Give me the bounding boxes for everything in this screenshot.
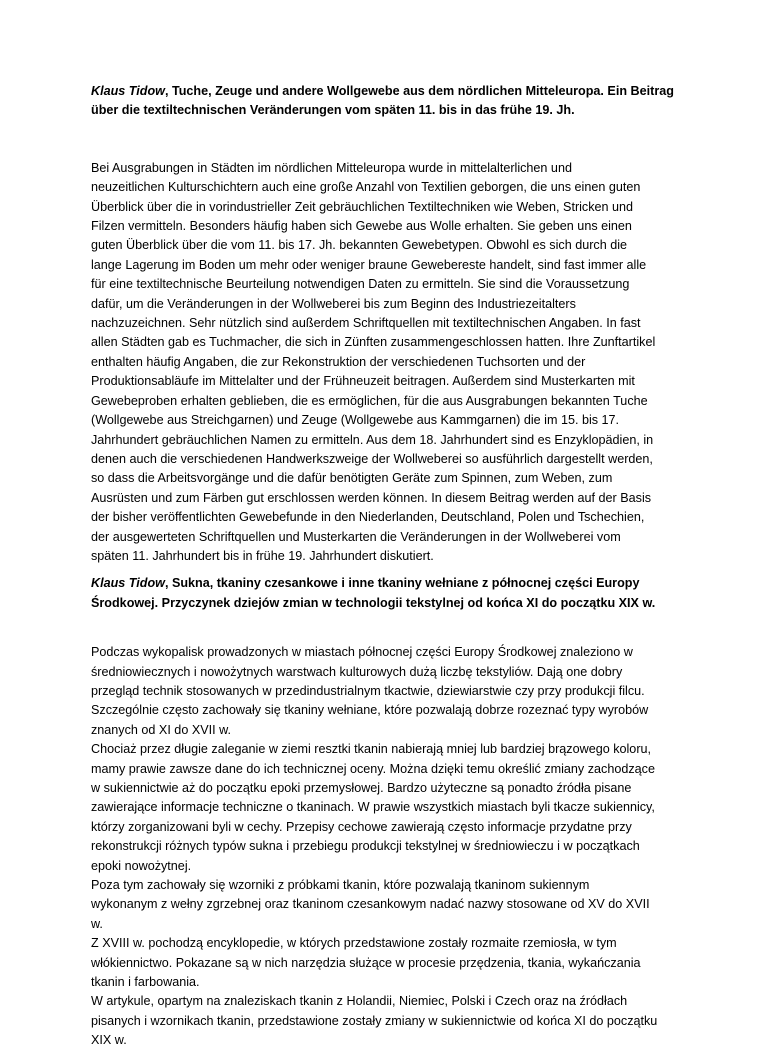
section2-body-line: przegląd technik stosowanych w przedindustrialnym tkactwie, dziewiarstwie czy przy produkcji filcu. xyxy=(91,683,645,698)
document-page xyxy=(91,82,691,1051)
section2-body-line: Chociaż przez długie zaleganie w ziemi resztki tkanin nabierają mniej lub bardziej brązowego koloru, xyxy=(91,742,652,757)
section1-body-line: Überblick über die in vorindustrieller Zeit gebräuchlichen Textiltechniken wie Weben, Stricken und xyxy=(91,199,634,214)
section1-body-line: Produktionsabläufe im Mittelalter und der Frühneuzeit beitragen. Außerdem sind Musterkarten mit xyxy=(91,374,635,389)
section2-body-line: tkanin i farbowania. xyxy=(91,975,200,990)
section1-body-line: Bei Ausgrabungen in Städten im nördlichen Mitteleuropa wurde in mittelalterlichen und xyxy=(91,160,572,175)
section1-body-line: guten Überblick über die vom 11. bis 17. Jh. bekannten Gewebetypen. Obwohl es sich durch die xyxy=(91,238,628,253)
section1-body-line: dafür, um die Veränderungen in der Wollweberei bis zum Beginn des Industriezeitalters xyxy=(91,296,576,311)
section1-body-line: nachzuzeichnen. Sehr nützlich sind außerdem Schriftquellen mit textiltechnischen Angaben. In fast xyxy=(91,316,641,331)
section1-body-line: neuzeitlichen Kulturschichtern auch eine große Anzahl von Textilien geborgen, die uns einen guten xyxy=(91,180,641,195)
section2-body-line: Szczególnie często zachowały się tkaniny wełniane, które pozwalają dobrze rozeznać typy wyrobów xyxy=(91,703,649,718)
section2-body-line: wykonanym z wełny zgrzebnej oraz tkaninom czesankowym nadać nazwy stosowane od XV do XVII xyxy=(91,897,650,912)
section1-heading xyxy=(91,82,691,121)
section1-body-line: Jahrhundert gebräuchlichen Namen zu ermitteln. Aus dem 18. Jahrhundert sind es Enzyklopädien, in xyxy=(91,432,654,447)
section1-body xyxy=(91,159,691,567)
section2-body-line: mamy prawie zawsze dane do ich technicznej oceny. Można dzięki temu określić zmiany zachodzące xyxy=(91,761,655,776)
section2-body-line: rekonstrukcji różnych typów sukna i przebiegu produkcji tekstylnej w średniowieczu i w początkach xyxy=(91,839,640,854)
section1-body-line: (Wollgewebe aus Streichgarnen) und Zeuge (Wollgewebe aus Kammgarnen) die im 15. bis 17. xyxy=(91,413,620,428)
section2-body-line: Podczas wykopalisk prowadzonych w miastach północnej części Europy Środkowej znaleziono w xyxy=(91,645,633,660)
section1-body-line: denen auch die verschiedenen Handwerkszweige der Wollweberei so ausführlich dargestellt werden, xyxy=(91,451,653,466)
section2-body-line: pisanych i wzornikach tkanin, przedstawione zostały zmiany w sukiennictwie od końca XI do początku xyxy=(91,1013,658,1028)
section1-title-part-1: , Tuche, Zeuge und andere Wollgewebe aus dem nördlichen Mitteleuropa. Ein Beitrag xyxy=(164,84,674,98)
spacer xyxy=(91,613,691,643)
section2-body-line: włókiennictwo. Pokazane są w nich narzędzia służące w procesie przędzenia, tkania, wykańczania xyxy=(91,955,641,970)
section1-body-line: Ausrüsten und zum Färben gut erschlossen werden können. In diesem Beitrag werden auf der Basis xyxy=(91,490,652,505)
section2-heading xyxy=(91,574,691,613)
section2-body-line: zawierające informacje techniczne o tkaninach. W prawie wszystkich miastach byli tkacze sukiennicy, xyxy=(91,800,655,815)
section1-body-line: Filzen vermitteln. Besonders häufig haben sich Gewebe aus Wolle erhalten. Sie geben uns einen xyxy=(91,219,632,234)
section2-body-line: XIX w. xyxy=(91,1033,127,1048)
spacer xyxy=(91,121,691,159)
section1-heading-line-2: über die textiltechnischen Veränderungen vom späten 11. bis in das frühe 19. Jh. xyxy=(91,103,575,118)
spacer xyxy=(91,566,691,574)
section2-body-line: epoki nowożytnej. xyxy=(91,858,192,873)
section2-body-line: Poza tym zachowały się wzorniki z próbkami tkanin, które pozwalają tkaninom sukiennym xyxy=(91,878,590,893)
section1-body-line: für eine textiltechnische Beurteilung notwendigen Daten zu ermitteln. Sie sind die Voraussetzung xyxy=(91,277,630,292)
section1-heading-line-1 xyxy=(91,82,691,101)
section2-heading-line-1 xyxy=(91,574,691,593)
section2-body-line: znanych od XI do XVII w. xyxy=(91,722,232,737)
section2-author: Klaus Tidow xyxy=(91,576,165,591)
section1-body-line: späten 11. Jahrhundert bis in frühe 19. Jahrhundert diskutiert. xyxy=(91,548,434,563)
section2-body-line: W artykule, opartym na znaleziskach tkanin z Holandii, Niemiec, Polski i Czech oraz na źródłach xyxy=(91,994,628,1009)
section1-body-line: der bisher veröffentlichten Gewebefunde in den Niederlanden, Deutschland, Polen und Tschechien, xyxy=(91,510,645,525)
section2-body-line: którzy zorganizowani byli w cechy. Przepisy cechowe zawierają często informacje przydatne przy xyxy=(91,819,632,834)
section2-title-part-1: , Sukna, tkaniny czesankowe i inne tkaniny wełniane z północnej części Europy xyxy=(164,576,640,591)
section2-heading-line-2: Środkowej. Przyczynek dziejów zmian w technologii tekstylnej od końca XI do początku XIX w. xyxy=(91,595,656,610)
section2-body-line: średniowiecznych i nowożytnych warstwach kulturowych dużą liczbę tekstyliów. Dają one dobry xyxy=(91,664,623,679)
section1-body-line: der ausgewerteten Schriftquellen und Musterkarten die Veränderungen in der Wollweberei vom xyxy=(91,529,621,544)
section1-body-line: enthalten häufig Angaben, die zur Rekonstruktion der verschiedenen Tuchsorten und der xyxy=(91,354,586,369)
section1-body-line: allen Städten gab es Tuchmacher, die sich in Zünften zusammengeschlossen hatten. Ihre Zunftartikel xyxy=(91,335,656,350)
section1-body-line: Gewebeproben erhalten geblieben, die es ermöglichen, für die aus Ausgrabungen bekannten Tuche xyxy=(91,393,648,408)
section2-body-line: w sukiennictwie aż do początku epoki przemysłowej. Bardzo użyteczne są ponadto źródła pisane xyxy=(91,781,632,795)
section2-body-line: w. xyxy=(91,916,103,931)
section2-body-line: Z XVIII w. pochodzą encyklopedie, w których przedstawione zostały rozmaite rzemiosła, w tym xyxy=(91,936,617,951)
section2-body xyxy=(91,643,691,1051)
section1-author: Klaus Tidow xyxy=(91,84,165,98)
section1-body-line: lange Lagerung im Boden um mehr oder weniger braune Gewebereste handelt, sind fast immer alle xyxy=(91,257,647,272)
section1-body-line: so dass die Arbeitsvorgänge und die dafür benötigten Geräte zum Spinnen, zum Weben, zum xyxy=(91,471,613,486)
